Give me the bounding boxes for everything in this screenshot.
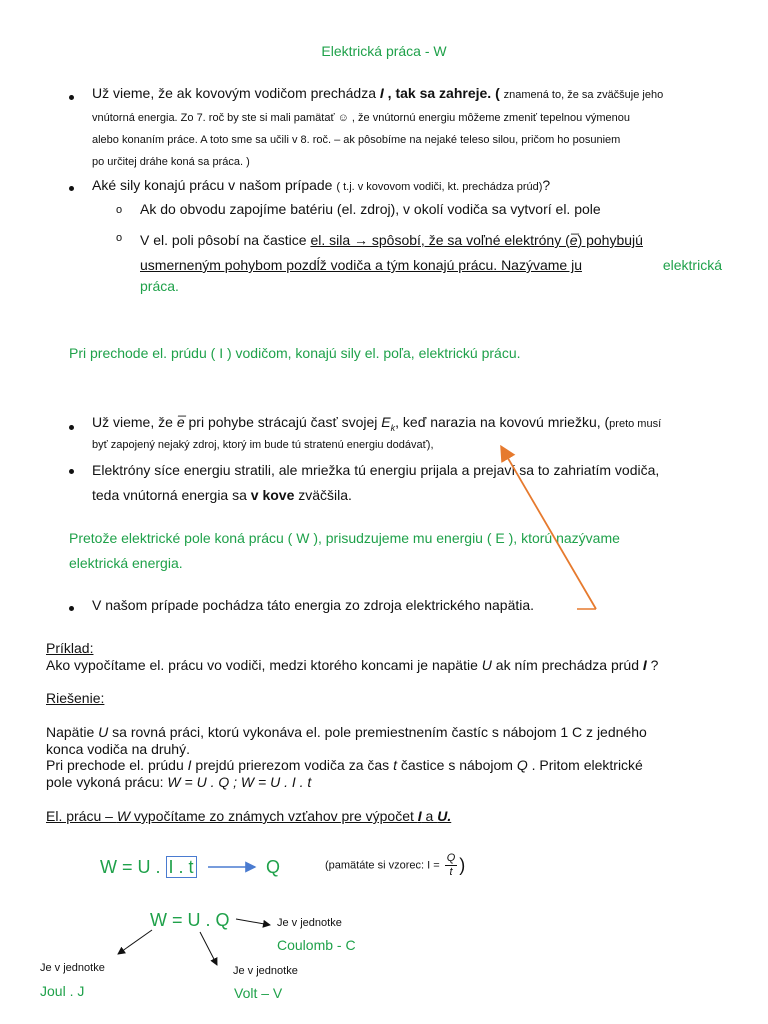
- statement-2-line-2: elektrická energia.: [69, 555, 183, 571]
- example-text: Ako vypočítame el. prácu vo vodiči, medzi ktorého koncami je napätie U ak ním prechádza prúd I ?: [46, 657, 659, 673]
- bullet-1-line-3: alebo konaním práce. A toto sme sa učili v 8. roč. – ak pôsobíme na nejaké teleso silou, pričom ho posuniem: [92, 134, 621, 146]
- bullet-1-line-4: po určitej dráhe koná sa práca. ): [92, 156, 250, 168]
- page-title: Elektrická práca - W: [321, 43, 447, 59]
- solution-line-2: konca vodiča na druhý.: [46, 741, 190, 757]
- bullet-4-line-2: teda vnútorná energia sa v kove zväčšila.: [92, 487, 352, 503]
- solution-line-4: pole vykoná prácu: W = U . Q ; W = U . I . t: [46, 774, 312, 790]
- arrow-to-joule: [118, 930, 152, 954]
- formula-work: W = U . I . t: [100, 857, 197, 878]
- sub-bullet-marker: o: [116, 232, 123, 244]
- formula-work-charge: W = U . Q: [150, 910, 230, 930]
- statement-2-line-1: Pretože elektrické pole koná prácu ( W ), prisudzujeme mu energiu ( E ), ktorú nazývame: [69, 530, 620, 546]
- bullet-3-line-1: Už vieme, že e̅ pri pohybe strácajú časť svojej $E_k$, keď narazia na kovovú mriežku, (preto musí: [92, 414, 662, 433]
- solution-heading: Riešenie:: [46, 690, 105, 706]
- bullet-4-line-1: Elektróny síce energiu stratili, ale mriežka tú energiu prijala a prejaví sa to zahriatím vodiča,: [92, 462, 660, 478]
- unit-label-volt: Je v jednotke: [233, 965, 298, 977]
- solution-line-1: Napätie U sa rovná práci, ktorú vykonáva el. pole premiestnením častíc s nábojom 1 C z jedného: [46, 724, 647, 740]
- example-heading: Príklad:: [46, 640, 94, 656]
- unit-label-coulomb: Je v jednotke: [277, 917, 342, 929]
- unit-joule: Joul . J: [40, 983, 85, 999]
- orange-arrow: [502, 448, 596, 609]
- boxed-term: I . t: [166, 856, 197, 878]
- bullet-3-line-2: byť zapojený nejaký zdroj, ktorý im bude tú stratenú energiu dodávať),: [92, 439, 434, 451]
- arrow-to-coulomb: [236, 919, 270, 925]
- unit-label-joule: Je v jednotke: [40, 962, 105, 974]
- sub-bullet-2-line-3: práca.: [140, 278, 179, 294]
- bullet-5: V našom prípade pochádza táto energia zo zdroja elektrického napätia.: [92, 597, 535, 613]
- formula-charge: Q: [266, 857, 281, 877]
- solution-line-5: El. prácu – W vypočítame zo známych vzťahov pre výpočet I a U.: [46, 808, 452, 824]
- sub-bullet-1: Ak do obvodu zapojíme batériu (el. zdroj), v okolí vodiča sa vytvorí el. pole: [140, 201, 601, 217]
- unit-volt: Volt – V: [234, 985, 283, 1001]
- unit-coulomb: Coulomb - C: [277, 937, 356, 953]
- bullet-2: Aké sily konajú prácu v našom prípade ( t.j. v kovovom vodiči, kt. prechádza prúd)?: [92, 177, 551, 193]
- bullet-1-line-2: vnútorná energia. Zo 7. roč by ste si mali pamätať ☺ , že vnútornú energiu môžeme zmeniť tepelnou výmenou: [92, 112, 630, 124]
- sub-bullet-marker: o: [116, 204, 123, 216]
- sub-bullet-2-line-2: usmerneným pohybom pozdĺž vodiča a tým konajú prácu. Nazývame ju elektrická: [140, 257, 722, 273]
- statement-1: Pri prechode el. prúdu ( I ) vodičom, konajú sily el. poľa, elektrickú prácu.: [69, 345, 521, 361]
- solution-line-3: Pri prechode el. prúdu I prejdú prierezom vodiča za čas t častice s nábojom Q . Pritom elektrické: [46, 757, 643, 773]
- sub-bullet-2: V el. poli pôsobí na častice el. sila → spôsobí, že sa voľné elektróny (e̅) pohybujú: [140, 232, 643, 248]
- bullet-1-line-1: Už vieme, že ak kovovým vodičom prechádza I , tak sa zahreje. ( znamená to, že sa zväčšuje jeho: [92, 85, 664, 101]
- formula-note: (pamätáte si vzorec: I = $\frac{Q}{t}$ ): [325, 852, 466, 878]
- arrow-to-volt: [200, 932, 217, 965]
